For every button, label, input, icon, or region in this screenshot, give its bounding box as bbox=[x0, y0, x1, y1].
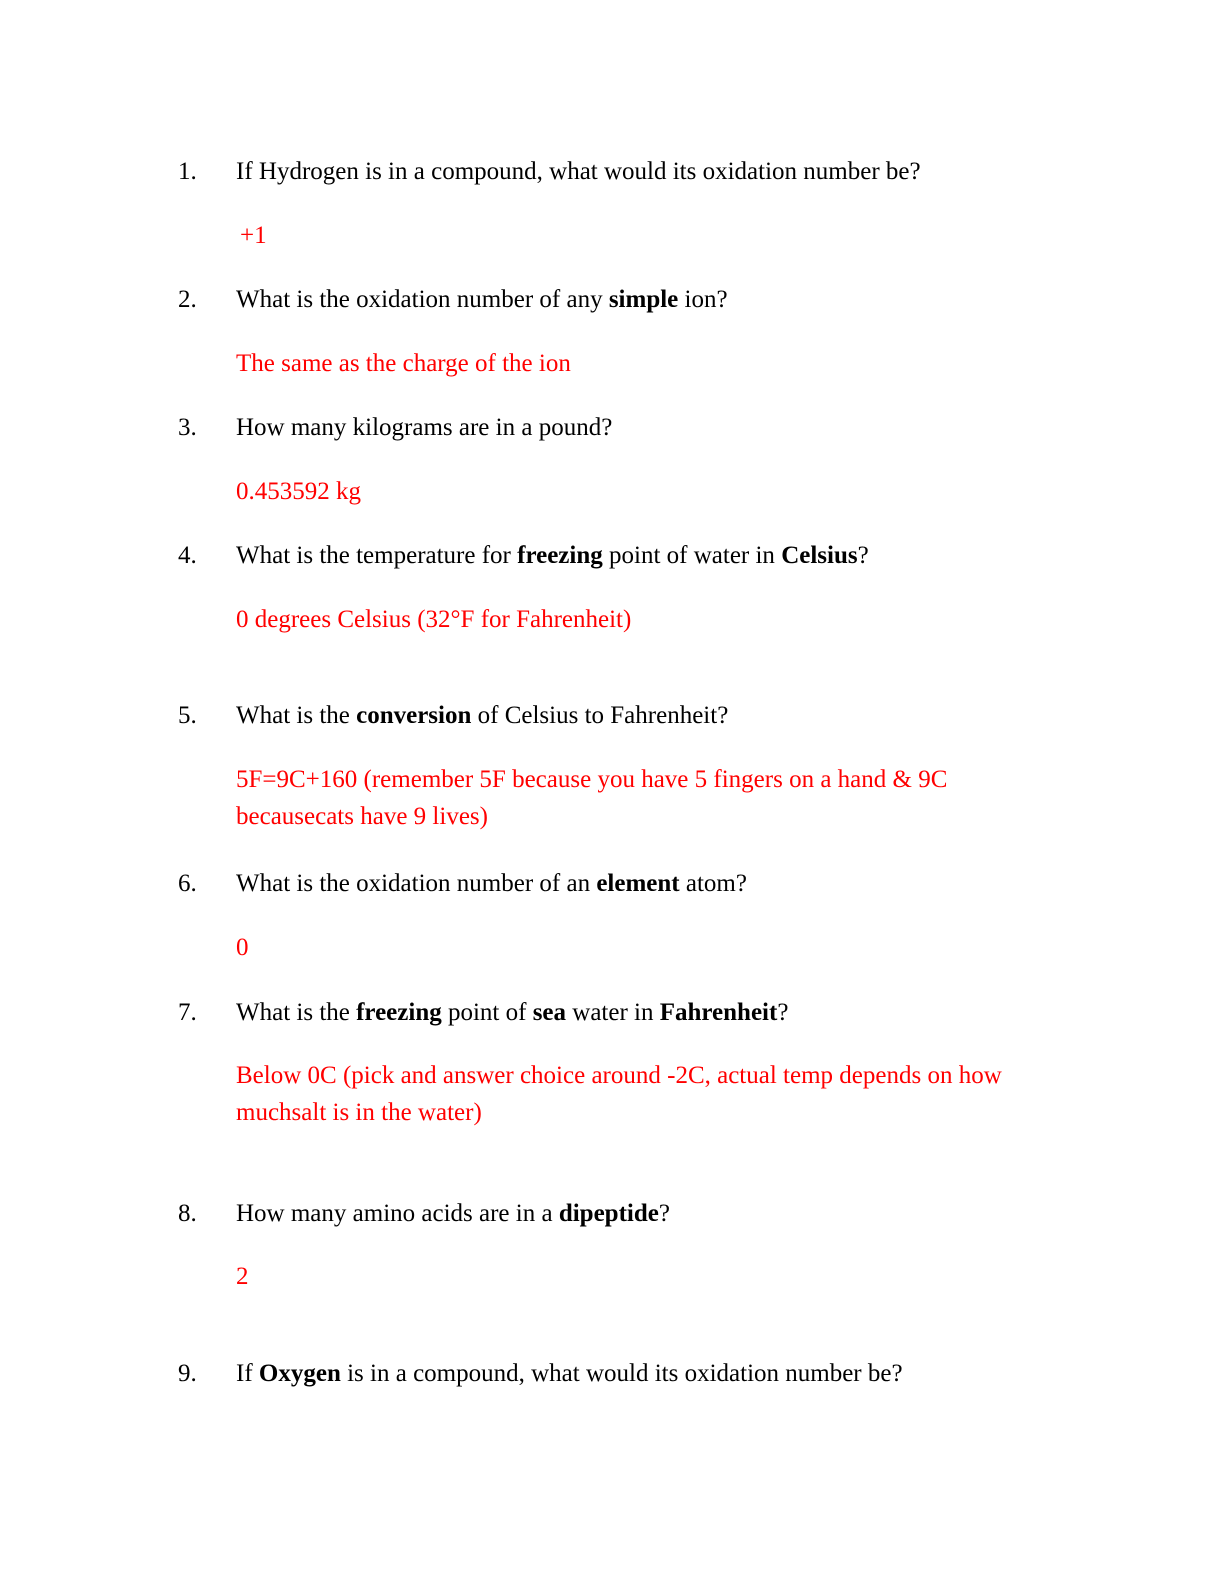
question-text-part: How many amino acids are in a bbox=[236, 1200, 559, 1227]
question-text-part: water in bbox=[566, 999, 660, 1026]
question-number: 5. bbox=[178, 702, 197, 729]
answer-line: 0.453592 kg bbox=[236, 478, 361, 505]
answer-line: 5F=9C+160 (remember 5F because you have 5 fingers on a hand & 9C bbox=[236, 766, 948, 793]
question-text-part: ? bbox=[777, 999, 789, 1026]
question-text bbox=[236, 157, 921, 187]
question-text bbox=[236, 413, 612, 443]
question-text bbox=[236, 701, 728, 731]
answer-text bbox=[236, 1258, 1116, 1295]
question-text-part: ? bbox=[658, 1200, 670, 1227]
question-number: 3. bbox=[178, 414, 197, 441]
question-text-part: What is the oxidation number of any bbox=[236, 286, 609, 313]
question-text bbox=[236, 998, 788, 1028]
question-text-bold: conversion bbox=[356, 702, 472, 729]
question-number: 9. bbox=[178, 1360, 197, 1387]
answer-line: The same as the charge of the ion bbox=[236, 350, 571, 377]
question-number: 7. bbox=[178, 999, 197, 1026]
answer-text bbox=[236, 929, 1116, 966]
question-text-bold: freezing bbox=[517, 542, 603, 569]
answer-line: 0 degrees Celsius (32°F for Fahrenheit) bbox=[236, 606, 632, 633]
question-text bbox=[236, 1359, 903, 1389]
question-text-part: of Celsius to Fahrenheit? bbox=[471, 702, 729, 729]
question-text bbox=[236, 285, 728, 315]
question-number: 1. bbox=[178, 158, 197, 185]
answer-text bbox=[236, 345, 1116, 382]
question-text-part: point of water in bbox=[602, 542, 782, 569]
answer-text bbox=[240, 217, 1120, 254]
question-number: 6. bbox=[178, 870, 197, 897]
question-text-bold: sea bbox=[532, 999, 567, 1026]
question-text-part: If Hydrogen is in a compound, what would its oxidation number be? bbox=[236, 158, 921, 185]
question-text-bold: dipeptide bbox=[558, 1200, 659, 1227]
question-text-part: What is the temperature for bbox=[236, 542, 518, 569]
answer-text bbox=[236, 761, 1116, 835]
question-text-bold: Oxygen bbox=[258, 1360, 341, 1387]
question-text-part: What is the bbox=[236, 702, 357, 729]
question-text bbox=[236, 541, 869, 571]
question-text-part: is in a compound, what would its oxidation number be? bbox=[340, 1360, 903, 1387]
answer-line: becausecats have 9 lives) bbox=[236, 803, 488, 830]
question-text-part: If bbox=[236, 1360, 259, 1387]
question-number: 4. bbox=[178, 542, 197, 569]
question-text-part: ? bbox=[857, 542, 869, 569]
answer-line: Below 0C (pick and answer choice around -2C, actual temp depends on how bbox=[236, 1062, 1002, 1089]
question-text-part: point of bbox=[441, 999, 533, 1026]
question-text-bold: freezing bbox=[356, 999, 442, 1026]
answer-line: 2 bbox=[236, 1263, 249, 1290]
answer-line: 0 bbox=[236, 934, 249, 961]
question-number: 2. bbox=[178, 286, 197, 313]
question-number: 8. bbox=[178, 1200, 197, 1227]
question-text-part: What is the oxidation number of an bbox=[236, 870, 597, 897]
question-text-bold: Fahrenheit bbox=[659, 999, 778, 1026]
question-text-part: What is the bbox=[236, 999, 357, 1026]
answer-text bbox=[236, 1057, 1116, 1131]
question-text-bold: Celsius bbox=[781, 542, 858, 569]
question-text-part: How many kilograms are in a pound? bbox=[236, 414, 613, 441]
answer-line: muchsalt is in the water) bbox=[236, 1099, 482, 1126]
question-text bbox=[236, 869, 747, 899]
answer-text bbox=[236, 473, 1116, 510]
question-text-part: ion? bbox=[678, 286, 728, 313]
question-text bbox=[236, 1199, 670, 1229]
question-text-part: atom? bbox=[679, 870, 747, 897]
answer-line: +1 bbox=[240, 222, 267, 249]
answer-text bbox=[236, 601, 1116, 638]
question-text-bold: simple bbox=[608, 286, 679, 313]
question-text-bold: element bbox=[596, 870, 680, 897]
